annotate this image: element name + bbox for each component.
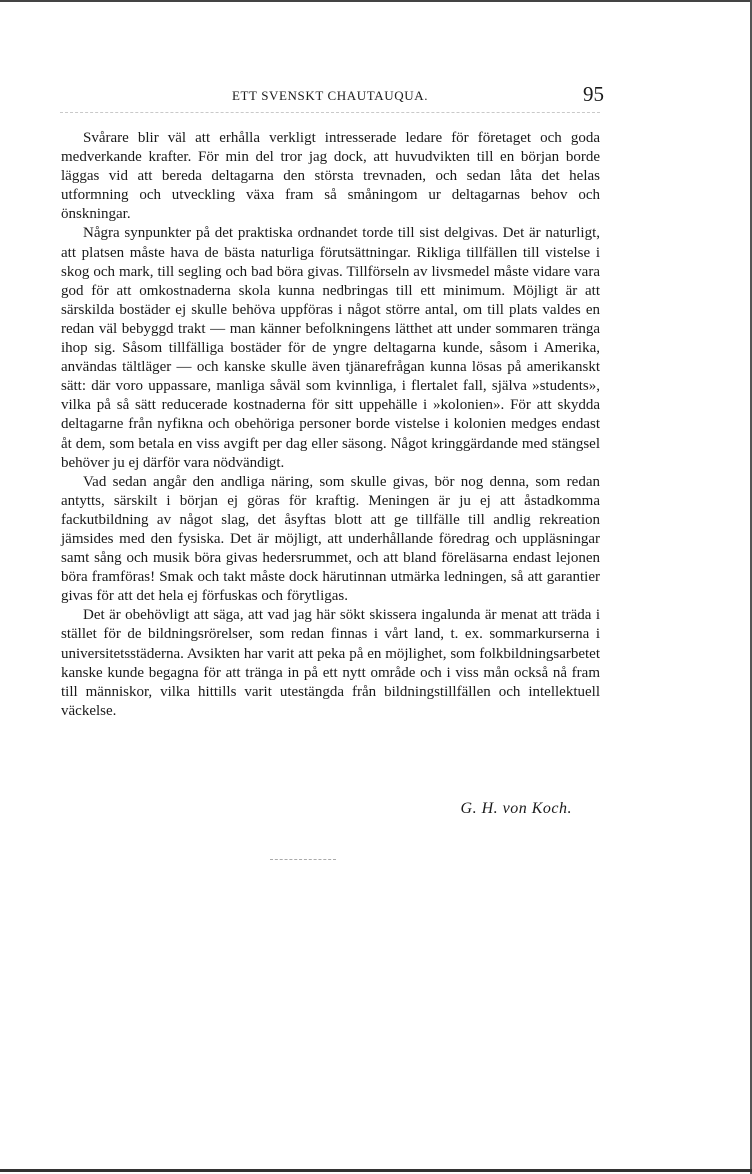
paragraph-2: Några synpunkter på det praktiska ordnandet torde till sist delgivas. Det är naturligt, att platsen måste hava de bästa naturliga förutsättningar. Rikliga tillfällen till vistelse i skog och mark, till segling och bad böra givas. Tillförseln av livsmedel måste vidare vara god för att omkostnaderna skola kunna nedbringas till ett minimum. Möjligt är att särskilda bostäder ej skulle behöva uppföras i något större antal, om till plats valdes en redan väl bebyggd trakt — man känner befolkningens lätthet att under sommaren tränga ihop sig. Såsom tillfälliga bostäder för de yngre deltagarna kunde, såsom i Amerika, användas tältläger — och kanske skulle även tjänarefrågan kunna lösas på amerikanskt sätt: där voro uppassare, manliga såväl som kvinnliga, i flertalet fall, själva »students», vilka på så sätt reducerade kostnaderna för sitt uppehälle i »kolonien». För att skydda deltagarne från nyfikna och obehöriga personer borde vistelse i kolonien medges endast åt dem, som betala en viss avgift per dag eller säsong. Något kringgärdande med stängsel behöver ju ej därför vara nödvändigt. — [61, 225, 600, 471]
page-header — [60, 82, 604, 114]
paragraph-4: Det är obehövligt att säga, att vad jag här sökt skissera ingalunda är menat att träda i stället för de bildningsrörelser, som redan finnas i vårt land, t. ex. sommarkurserna i universitetsstäderna. Avsikten har varit att peka på en möjlighet, som folkbildningsarbetet kanske kunde begagna för att tränga in på ett nytt område och i viss mån också nå fram till människor, vilka hittills varit utestängda från bildningstillfällen och intellektuell väckelse. — [61, 607, 600, 719]
scan-bottom-edge — [0, 1169, 752, 1172]
scan-top-edge — [0, 0, 752, 2]
paragraph-3: Vad sedan angår den andliga näring, som skulle givas, bör nog denna, som redan antytts, särskilt i början ej göras för kraftig. Meningen är ju ej att åstadkomma fackutbildning av något slag, det åsyftas blott att ge tillfälle till andlig rekreation jämsides med den fysiska. Det är möjligt, att underhållande föredrag och uppläsningar samt sång och musik böra givas hedersrummet, och att bland föreläsarna endast lejonen böra framföras! Smak och takt måste dock härutinnan utmärka ledningen, så att garantier givas för att det hela ej förfuskas och förytligas. — [61, 473, 600, 605]
running-title: ETT SVENSKT CHAUTAUQUA. — [231, 88, 429, 103]
end-rule — [270, 859, 336, 860]
header-rule — [60, 112, 600, 113]
author-signature: G. H. von Koch. — [460, 800, 572, 817]
body-text — [61, 129, 600, 721]
page-number: 95 — [583, 82, 604, 106]
paragraph-1: Svårare blir väl att erhålla verkligt intresserade ledare för företaget och goda medverkande krafter. För min del tror jag dock, att huvudvikten till en början borde läggas vid att bereda deltagarna den största trevnaden, och sedan låta det helas utformning och utveckling växa fram så småningom ur deltagarnas behov och önskningar. — [61, 130, 600, 223]
